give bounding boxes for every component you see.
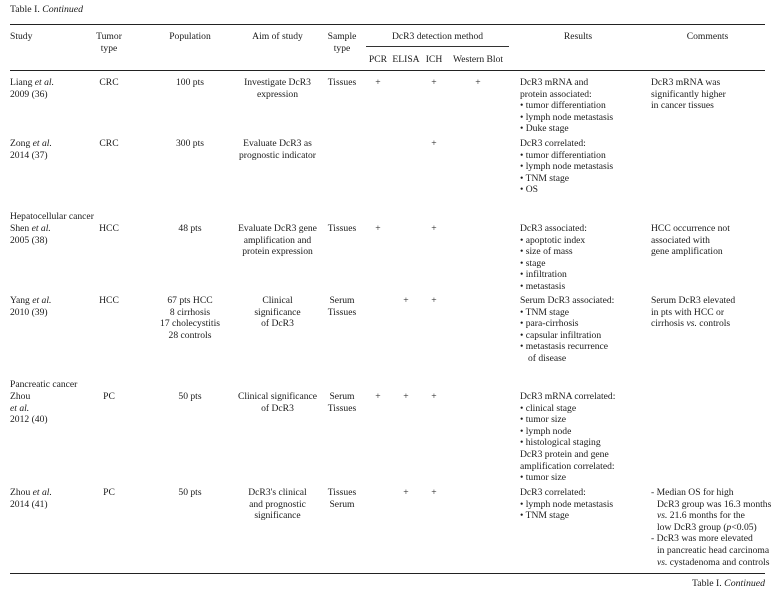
- population-cell: 50 pts: [178, 391, 202, 402]
- results-cell: Serum DcR3 associated: • TNM stage • para-cirrhosis • capsular infiltration • metastasis recurrence of disease: [520, 295, 615, 364]
- comments-cell: Serum DcR3 elevated in pts with HCC or cirrhosis vs. controls: [651, 295, 736, 330]
- tumor-cell: HCC: [99, 295, 119, 306]
- study-cell: Yang et al. 2010 (39): [10, 295, 52, 318]
- tumor-cell: PC: [103, 391, 115, 402]
- tumor-cell: PC: [103, 487, 115, 498]
- header-aim: Aim of study: [252, 31, 303, 42]
- pcr-mark: +: [375, 391, 381, 402]
- detection-subrule: [366, 46, 509, 47]
- pcr-mark: +: [375, 223, 381, 234]
- sample-cell: Tissues Serum: [327, 487, 357, 510]
- results-cell: DcR3 mRNA and protein associated: • tumor differentiation • lymph node metastasis • Duke stage: [520, 77, 614, 135]
- population-cell: 300 pts: [176, 138, 204, 149]
- results-cell: DcR3 associated: • apoptotic index • size of mass • stage • infiltration • metastasis: [520, 223, 587, 292]
- header-tumor-type: Tumor type: [96, 31, 122, 54]
- header-bottom-rule: [10, 70, 765, 71]
- header-elisa: ELISA: [392, 54, 420, 65]
- tumor-cell: CRC: [99, 77, 119, 88]
- ich-mark: +: [431, 138, 437, 149]
- elisa-mark: +: [403, 295, 409, 306]
- header-pcr: PCR: [368, 54, 388, 65]
- section-heading-hcc: Hepatocellular cancer: [10, 211, 94, 222]
- table-footer: Table I. Continued: [691, 578, 765, 589]
- top-rule: [10, 24, 765, 25]
- pcr-mark: +: [375, 77, 381, 88]
- population-cell: 67 pts HCC 8 cirrhosis 17 cholecystitis 28 controls: [160, 295, 220, 341]
- aim-cell: Evaluate DcR3 as prognostic indicator: [239, 138, 316, 161]
- population-cell: 48 pts: [178, 223, 202, 234]
- comments-cell: - Median OS for high DcR3 group was 16.3 months vs. 21.6 months for the low DcR3 group (p<0.05) - DcR3 was more elevated in pancreatic head carcinoma vs. cystadenoma and controls: [651, 487, 772, 568]
- results-cell: DcR3 correlated: • lymph node metastasis • TNM stage: [520, 487, 614, 522]
- aim-cell: Investigate DcR3 expression: [244, 77, 311, 100]
- sample-cell: Serum Tissues: [327, 295, 357, 318]
- comments-cell: HCC occurrence not associated with gene amplification: [651, 223, 730, 258]
- tumor-cell: HCC: [99, 223, 119, 234]
- aim-cell: Evaluate DcR3 gene amplification and protein expression: [238, 223, 317, 258]
- header-sample-type: Sample type: [327, 31, 357, 54]
- tumor-cell: CRC: [99, 138, 119, 149]
- header-detection-method: DcR3 detection method: [391, 31, 484, 42]
- header-comments: Comments: [686, 31, 729, 42]
- ich-mark: +: [431, 487, 437, 498]
- results-cell: DcR3 correlated: • tumor differentiation • lymph node metastasis • TNM stage • OS: [520, 138, 614, 196]
- study-cell: Zong et al. 2014 (37): [10, 138, 52, 161]
- study-cell: Zhou et al. 2014 (41): [10, 487, 52, 510]
- study-cell: Shen et al. 2005 (38): [10, 223, 51, 246]
- results-cell: DcR3 mRNA correlated: • clinical stage • tumor size • lymph node • histological staging DcR3 protein and gene amplification correlated: • tumor size: [520, 391, 616, 484]
- ich-mark: +: [431, 295, 437, 306]
- ich-mark: +: [431, 77, 437, 88]
- header-ich: ICH: [425, 54, 443, 65]
- table-caption: Table I. Continued: [10, 4, 84, 15]
- aim-cell: Clinical significance of DcR3: [254, 295, 301, 330]
- study-cell: Zhou et al. 2012 (40): [10, 391, 48, 426]
- header-population: Population: [169, 31, 211, 42]
- sample-cell: Tissues: [327, 77, 357, 88]
- study-cell: Liang et al. 2009 (36): [10, 77, 54, 100]
- ich-mark: +: [431, 223, 437, 234]
- aim-cell: DcR3's clinical and prognostic significance: [248, 487, 307, 522]
- header-western-blot: Western Blot: [452, 54, 504, 65]
- elisa-mark: +: [403, 487, 409, 498]
- ich-mark: +: [431, 391, 437, 402]
- bottom-rule: [10, 573, 765, 574]
- population-cell: 50 pts: [178, 487, 202, 498]
- header-study: Study: [10, 31, 33, 42]
- wb-mark: +: [475, 77, 481, 88]
- header-results: Results: [563, 31, 593, 42]
- sample-cell: Serum Tissues: [327, 391, 357, 414]
- sample-cell: Tissues: [327, 223, 357, 234]
- section-heading-pc: Pancreatic cancer: [10, 379, 78, 390]
- elisa-mark: +: [403, 391, 409, 402]
- population-cell: 100 pts: [176, 77, 204, 88]
- comments-cell: DcR3 mRNA was significantly higher in cancer tissues: [651, 77, 726, 112]
- aim-cell: Clinical significance of DcR3: [237, 391, 318, 414]
